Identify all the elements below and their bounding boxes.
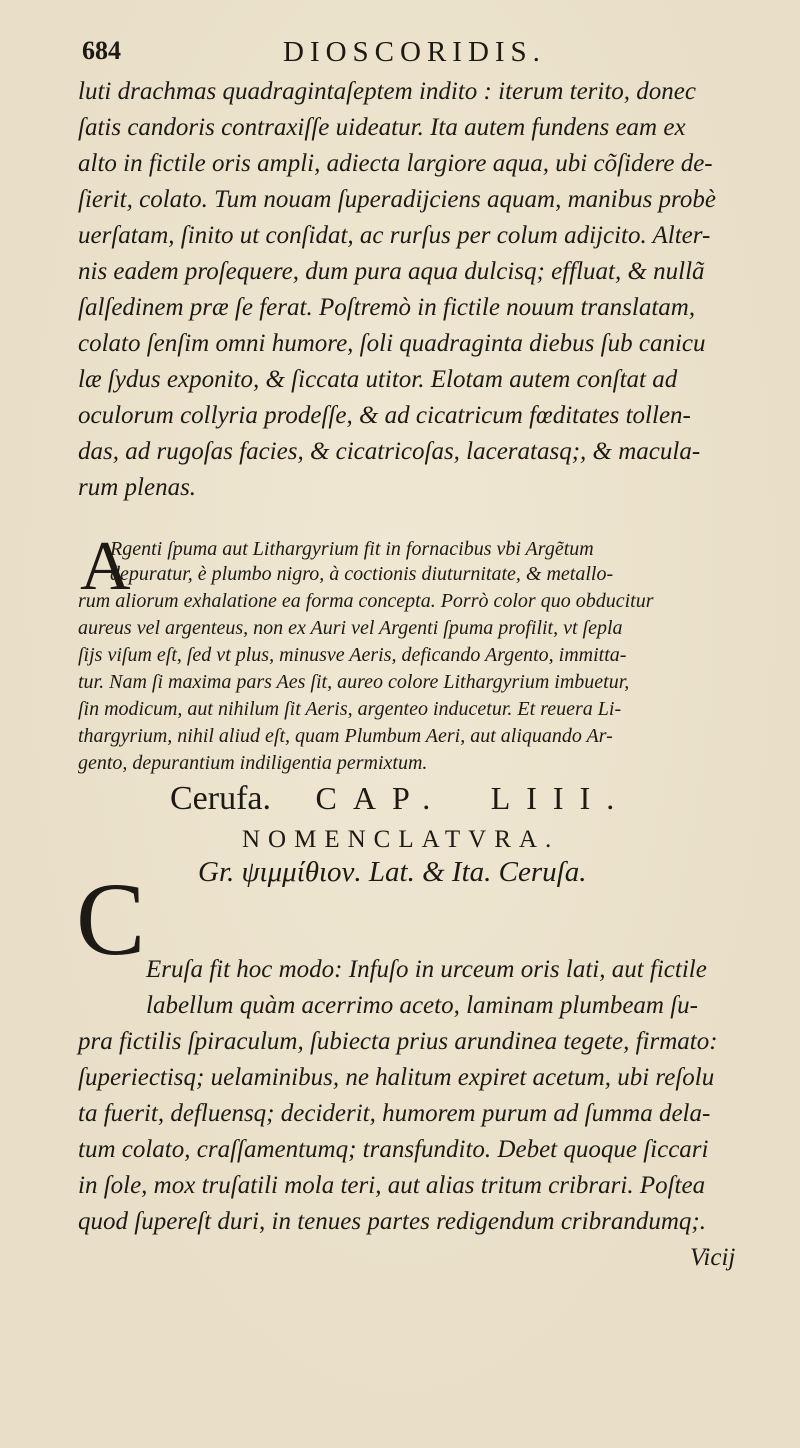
text-line: aureus vel argenteus, non ex Auri vel Argenti ſpuma profilit, vt ſepla: [78, 617, 623, 639]
text-line: ſijs viſum eſt, ſed vt plus, minusve Aeris, deficando Argento, immitta-: [78, 644, 627, 666]
text-line: pra fictilis ſpiraculum, ſubiecta prius arundinea tegete, firmato:: [78, 1028, 718, 1055]
page-number: 684: [82, 36, 121, 65]
text-line: das, ad rugoſas facies, & cicatricoſas, laceratasq;, & macula-: [78, 438, 701, 465]
text-line: in ſole, mox truſatili mola teri, aut alias tritum cribrari. Poſtea: [78, 1172, 706, 1199]
drop-cap: C: [76, 862, 146, 977]
text-line: ſierit, colato. Tum nouam ſuperadijciens aquam, manibus probè: [78, 186, 716, 213]
text-line: ſatis candoris contraxiſſe uideatur. Ita autem fundens eam ex: [78, 114, 686, 141]
text-line: gento, depurantium indiligentia permixtum.: [78, 752, 428, 774]
text-line: Eruſa fit hoc modo: Infuſo in urceum oris lati, aut fictile: [146, 956, 707, 983]
synonyms-line: Gr. ψιμμίθιον. Lat. & Ita. Ceruſa.: [198, 856, 587, 888]
text-line: rum aliorum exhalatione ea forma concepta. Porrò color quo obducitur: [78, 590, 654, 612]
text-line: ſuperiectisq; uelaminibus, ne halitum expiret acetum, ubi reſolu: [78, 1064, 715, 1091]
text-line: ſin modicum, aut nihilum ſit Aeris, argenteo inducetur. Et reuera Li-: [78, 698, 622, 720]
text-line: tum colato, craſſamentumq; transfundito. Debet quoque ſiccari: [78, 1136, 709, 1163]
text-line: oculorum collyria prodeſſe, & ad cicatricum fœditates tollen-: [78, 402, 691, 429]
nomenclatura-heading: NOMENCLATVRA.: [242, 826, 560, 853]
chapter-number: LIII.: [490, 780, 631, 816]
text-line: uerſatam, ſinito ut conſidat, ac rurſus per colum adijcito. Alter-: [78, 222, 711, 249]
text-line: thargyrium, nihil aliud eſt, quam Plumbum Aeri, aut aliquando Ar-: [78, 725, 613, 747]
text-line: ſalſedinem præ ſe ferat. Poſtremò in fictile nouum translatam,: [78, 294, 696, 321]
text-line: ta fuerit, defluensq; deciderit, humorem purum ad ſumma dela-: [78, 1100, 711, 1127]
text-line: colato ſenſim omni humore, ſoli quadraginta diebus ſub canicu: [78, 330, 706, 357]
text-line: alto in fictile oris ampli, adiecta largiore aqua, ubi cõſidere de-: [78, 150, 713, 177]
chapter-heading: [170, 780, 630, 818]
text-line: quod ſupereſt duri, in tenues partes redigendum cribrandumq;.: [78, 1208, 706, 1235]
page-header: [78, 32, 758, 72]
text-line: rum plenas.: [78, 474, 197, 501]
drop-cap: A: [80, 528, 131, 605]
text-line: Rgenti ſpuma aut Lithargyrium fit in fornacibus vbi Argẽtum: [110, 538, 594, 560]
chapter-title: Cerufa.: [170, 780, 272, 817]
text-line: nis eadem proſequere, dum pura aqua dulcisq; effluat, & nullã: [78, 258, 705, 285]
catchword: Vicij: [690, 1244, 736, 1271]
text-line: læ ſydus exponito, & ſiccata utitor. Elotam autem conſtat ad: [78, 366, 678, 393]
text-line: tur. Nam ſi maxima pars Aes ſit, aureo colore Lithargyrium imbuetur,: [78, 671, 630, 693]
running-head: DIOSCORIDIS.: [283, 36, 546, 68]
text-line: depuratur, è plumbo nigro, à coctionis diuturnitate, & metallo-: [110, 563, 614, 585]
text-line: luti drachmas quadragintaſeptem indito : iterum terito, donec: [78, 78, 696, 105]
text-line: labellum quàm acerrimo aceto, laminam plumbeam ſu-: [146, 992, 699, 1019]
chapter-cap-label: CAP.: [315, 780, 447, 816]
